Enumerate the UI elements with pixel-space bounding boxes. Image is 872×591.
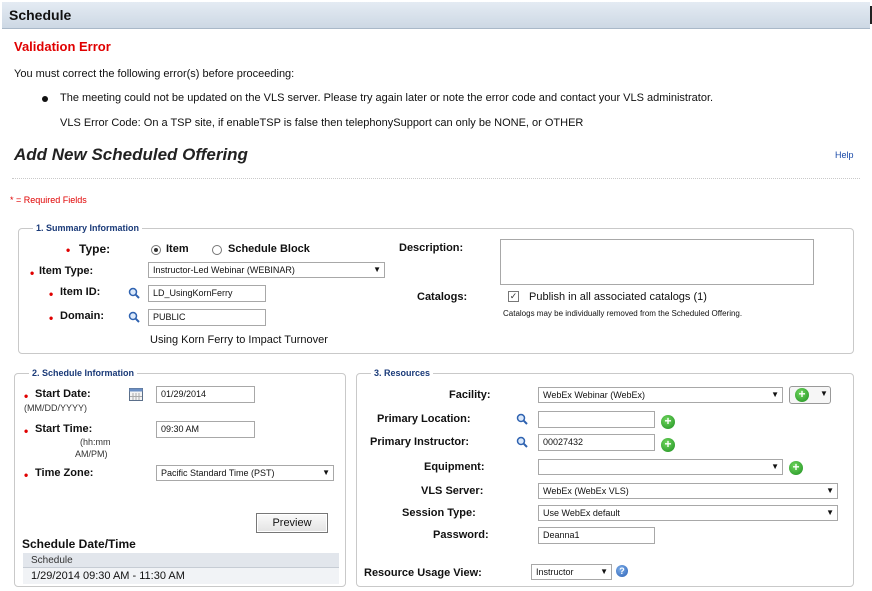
magnifier-icon[interactable] [516,413,528,425]
dropdown-caret-icon: ▼ [826,486,834,495]
domain-label: Domain: [60,310,104,322]
header-title: Schedule [9,7,72,23]
page-title: Add New Scheduled Offering [14,145,248,164]
required-star: • [24,468,29,482]
help-link[interactable]: Help [835,150,854,160]
time-zone-select[interactable] [156,465,334,481]
schedule-datetime-heading: Schedule Date/Time [22,537,136,551]
resources-legend: 3. Resources [374,368,431,378]
primary-location-label: Primary Location: [377,413,471,425]
start-time-format-hint-2: AM/PM) [75,449,108,459]
type-label: Type: [79,242,111,256]
start-time-input[interactable]: 09:30 AM [156,421,255,438]
description-textarea[interactable] [500,239,814,285]
validation-error-code: VLS Error Code: On a TSP site, if enableTSP is false then telephonySupport can only be NONE, or OTHER [60,117,584,129]
time-zone-value: Pacific Standard Time (PST) [161,468,275,478]
start-date-input[interactable]: 01/29/2014 [156,386,255,403]
domain-input[interactable]: PUBLIC [148,309,266,326]
required-star: • [49,287,54,301]
preview-button[interactable]: Preview [256,513,328,533]
magnifier-icon[interactable] [128,311,140,323]
start-date-format-hint: (MM/DD/YYYY) [24,403,87,413]
item-type-value: Instructor-Led Webinar (WEBINAR) [153,265,295,275]
plus-circle-icon[interactable]: + [661,415,675,429]
type-schedule-block-radio[interactable] [212,245,222,255]
start-time-format-hint: (hh:mm [80,437,111,447]
dropdown-caret-icon: ▼ [771,462,779,471]
vls-server-label: VLS Server: [421,485,484,497]
primary-location-input[interactable] [538,411,655,428]
schedule-table-row: 1/29/2014 09:30 AM - 11:30 AM [23,568,339,584]
magnifier-icon[interactable] [516,436,528,448]
primary-instructor-label: Primary Instructor: [370,436,470,448]
dropdown-caret-icon: ▼ [771,390,779,399]
time-zone-label: Time Zone: [35,467,94,479]
password-label: Password: [433,529,489,541]
dropdown-caret-icon: ▼ [820,389,828,398]
catalogs-label: Catalogs: [417,291,468,303]
resource-usage-view-value: Instructor [536,567,574,577]
type-item-label: Item [166,243,189,255]
required-star: • [66,243,71,257]
required-star: • [30,266,35,280]
required-star: • [24,424,29,438]
calendar-icon[interactable] [129,387,143,401]
type-item-radio[interactable] [151,245,161,255]
plus-circle-icon[interactable]: + [789,461,803,475]
session-type-select[interactable] [538,505,838,521]
resource-usage-view-select[interactable] [531,564,612,580]
description-label: Description: [399,242,464,254]
item-type-label: Item Type: [39,265,94,277]
dropdown-caret-icon: ▼ [600,567,608,576]
start-date-label: Start Date: [35,388,91,400]
dropdown-caret-icon: ▼ [373,265,381,274]
start-time-label: Start Time: [35,423,93,435]
title-divider [12,178,860,179]
publish-catalogs-label: Publish in all associated catalogs (1) [529,291,707,303]
item-type-select[interactable] [148,262,385,278]
equipment-label: Equipment: [424,461,485,473]
bullet-icon [42,96,48,102]
facility-add-split-button[interactable] [789,386,831,404]
password-input[interactable]: Deanna1 [538,527,655,544]
help-circle-icon[interactable]: ? [616,565,628,577]
session-type-label: Session Type: [402,507,476,519]
summary-legend: 1. Summary Information [36,223,140,233]
facility-select[interactable] [538,387,783,403]
schedule-header-bar [2,2,870,29]
type-schedule-block-label: Schedule Block [228,243,310,255]
required-fields-note: * = Required Fields [10,195,87,205]
item-title-text: Using Korn Ferry to Impact Turnover [150,334,328,346]
schedule-legend: 2. Schedule Information [32,368,135,378]
item-id-label: Item ID: [60,286,101,298]
dropdown-caret-icon: ▼ [322,468,330,477]
schedule-table-header: Schedule [23,553,339,568]
publish-catalogs-checkbox[interactable]: ✓ [509,291,518,301]
plus-circle-icon[interactable]: + [661,438,675,452]
magnifier-icon[interactable] [128,287,140,299]
item-id-input[interactable]: LD_UsingKornFerry [148,285,266,302]
equipment-select[interactable] [538,459,783,475]
vls-server-value: WebEx (WebEx VLS) [543,486,629,496]
validation-intro: You must correct the following error(s) before proceeding: [14,68,295,80]
validation-message: The meeting could not be updated on the VLS server. Please try again later or note the error code and contact your VLS administrator. [60,92,714,104]
session-type-value: Use WebEx default [543,508,620,518]
required-star: • [49,311,54,325]
required-star: • [24,389,29,403]
facility-label: Facility: [449,389,491,401]
primary-instructor-input[interactable]: 00027432 [538,434,655,451]
plus-circle-icon: + [795,388,809,402]
validation-error-title: Validation Error [14,39,111,54]
dropdown-caret-icon: ▼ [826,508,834,517]
vls-server-select[interactable] [538,483,838,499]
resource-usage-view-label: Resource Usage View: [364,567,482,579]
facility-value: WebEx Webinar (WebEx) [543,390,646,400]
catalogs-note: Catalogs may be individually removed from the Scheduled Offering. [503,309,743,318]
